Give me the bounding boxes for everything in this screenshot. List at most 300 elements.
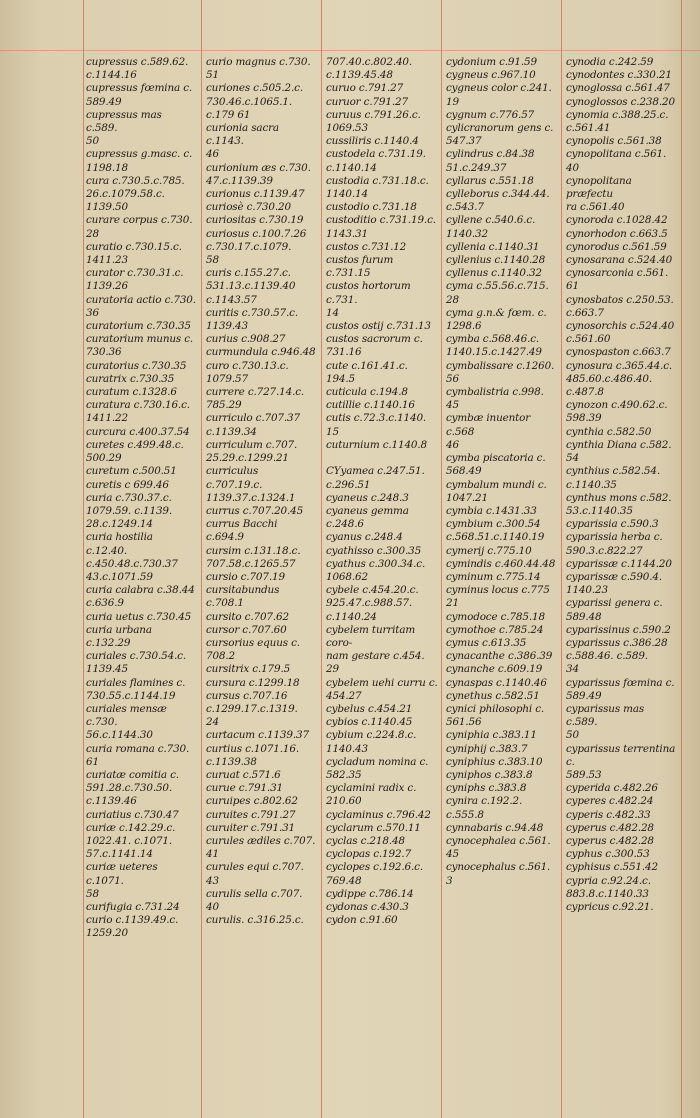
index-entry: 1079.59. c.1139.: [86, 504, 173, 517]
index-entry: cynosorchis c.524.40: [566, 320, 675, 333]
index-entry: cynoroda c.1028.42: [566, 214, 668, 227]
index-entry: curator c.730.31.c.: [86, 267, 184, 280]
index-entry: curitis c.730.57.c.: [206, 306, 298, 319]
index-entry: cybios c.1140.45: [326, 716, 413, 729]
index-entry: curia hostilia c.12.40.: [86, 531, 153, 557]
index-entry: curo c.730.13.c.: [206, 359, 289, 372]
index-entry: cupressus c.589.62.: [86, 56, 189, 68]
index-entry: cynopolis c.561.38: [566, 135, 662, 148]
index-entry: 210.60: [326, 795, 362, 808]
index-entry: 707.58.c.1265.57: [206, 557, 296, 570]
index-entry: curuipes c.802.62: [206, 795, 298, 808]
index-entry: cynorodus c.561.59: [566, 240, 667, 253]
index-entry: curcura c.400.37.54: [86, 425, 190, 438]
index-entry: 883.8.c.1140.33: [566, 887, 649, 900]
index-entry: curuites c.791.27: [206, 808, 296, 821]
index-entry: 61: [566, 280, 579, 293]
index-entry: 56.c.1144.30: [86, 729, 153, 742]
index-entry: cyparissæ c.590.4.: [566, 570, 663, 583]
index-entry: cyllenius c.1140.28: [446, 254, 546, 267]
index-entry: cyathisso c.300.35: [326, 544, 422, 557]
index-entry: curulis sella c.707.: [206, 887, 303, 900]
index-entry: cyniphius c.383.10: [446, 755, 543, 768]
index-entry: c.568.51.c.1140.19: [446, 531, 545, 544]
index-entry: cyparissi genera c.: [566, 597, 663, 610]
index-entry: 1140.32: [446, 227, 488, 240]
index-entry: cylicranorum gens c.: [446, 122, 554, 135]
index-entry: curatum c.1328.6: [86, 386, 177, 399]
index-entry: 53.c.1140.35: [566, 504, 633, 517]
index-entry: cursio c.707.19: [206, 570, 285, 583]
index-entry: 58: [86, 887, 99, 900]
index-entry: cura c.730.5.c.785.: [86, 174, 185, 187]
index-entry: 45: [446, 399, 459, 412]
index-entry: cyniphos c.383.8: [446, 768, 533, 781]
index-entry: curia uetus c.730.45: [86, 610, 192, 623]
index-entry: cypria c.92.24.c.: [566, 874, 651, 887]
index-entry: 28: [446, 293, 459, 306]
index-entry: c.1139.46: [86, 795, 137, 808]
index-entry: 1069.53: [326, 122, 368, 135]
index-entry: curue c.791.31: [206, 782, 284, 795]
index-entry: cutillie c.1140.16: [326, 399, 415, 412]
index-entry: curare corpus c.730.: [86, 214, 193, 227]
index-entry: c.561.41: [566, 122, 611, 135]
index-entry: curiales flamines c.: [86, 676, 186, 689]
index-entry: 28.c.1249.14: [86, 518, 153, 531]
index-entry: curiales c.730.54.c.: [86, 650, 187, 663]
index-entry: 925.47.c.988.57.: [326, 597, 413, 610]
index-entry: cyniphia c.383.11: [446, 729, 537, 742]
index-entry: cyparissus c.386.28: [566, 636, 668, 649]
index-entry: 731.16: [326, 346, 362, 359]
index-entry: cyathus c.300.34.c.: [326, 557, 426, 570]
index-entry: curia romana c.730.: [86, 742, 190, 755]
column-rule: [83, 0, 84, 1118]
index-entry: cyparissinus c.590.2: [566, 623, 671, 636]
index-entry: custos ostij c.731.13: [326, 320, 431, 333]
index-entry: 1140.14: [326, 188, 368, 201]
index-entry: cynoglossos c.238.20: [566, 95, 675, 108]
index-entry: cyperis c.482.33: [566, 808, 651, 821]
index-entry: 14: [326, 306, 339, 319]
index-entry: 582.35: [326, 768, 362, 781]
index-entry: cynodontes c.330.21: [566, 69, 672, 82]
index-entry: cursorius equus c.: [206, 636, 300, 649]
index-entry: cynopolitana c.561.: [566, 148, 667, 161]
index-entry: cynanche c.609.19: [446, 663, 543, 676]
index-entry: curuo c.791.27: [326, 82, 404, 95]
index-entry: c.1140.35: [566, 478, 617, 491]
index-entry: 1140.43: [326, 742, 368, 755]
index-entry: 57.c.1141.14: [86, 848, 153, 861]
index-entry: 1143.31: [326, 227, 368, 240]
index-entry: 50: [86, 135, 99, 148]
index-entry: 1139.45: [86, 663, 128, 676]
index-entry: custodia c.731.18.c.: [326, 174, 429, 187]
index-entry: curuor c.791.27: [326, 95, 408, 108]
index-entry: 568.49: [446, 465, 482, 478]
index-entry: cymba piscatoria c.: [446, 452, 546, 465]
index-entry: cynici philosophi c.: [446, 702, 545, 715]
index-entry: c.561.60: [566, 333, 611, 346]
index-entry: curionus c.1139.47: [206, 188, 305, 201]
index-entry: custos c.731.12: [326, 240, 407, 253]
index-entry: 500.29: [86, 452, 122, 465]
index-entry: curtacum c.1139.37: [206, 729, 309, 742]
index-entry: cymbalissare c.1260.: [446, 359, 555, 372]
index-entry: curiatæ comitia c.: [86, 768, 179, 781]
index-entry: cynethus c.582.51: [446, 689, 540, 702]
index-entry: c.1140.14: [326, 161, 377, 174]
index-entry: 1411.23: [86, 254, 128, 267]
index-entry: c.543.7: [446, 201, 484, 214]
index-entry: c.487.8: [566, 386, 604, 399]
index-entry: 785.29: [206, 399, 242, 412]
index-entry: 708.2: [206, 650, 235, 663]
index-entry: c.1299.17.c.1319.: [206, 702, 298, 715]
index-entry: custodela c.731.19.: [326, 148, 426, 161]
index-entry: curules ædiles c.707.: [206, 834, 316, 847]
index-entry: 1068.62: [326, 570, 368, 583]
index-entry: c.1144.16: [86, 69, 137, 82]
index-entry: 1139.50: [86, 201, 128, 214]
index-entry: 589.49: [86, 95, 122, 108]
index-entry: 28: [86, 227, 99, 240]
index-entry: 3: [446, 874, 453, 887]
index-entry: cymodoce c.785.18: [446, 610, 545, 623]
index-entry: curmundula c.946.48: [206, 346, 316, 359]
index-entry: ra c.561.40: [566, 201, 625, 214]
index-entry: curiosus c.100.7.26: [206, 227, 307, 240]
index-entry: cynoglossa c.561.47: [566, 82, 670, 95]
index-entry: 40: [566, 161, 579, 174]
index-entry: 1140.23: [566, 584, 608, 597]
index-entry: curia calabra c.38.44: [86, 584, 195, 597]
index-entry: 1198.18: [86, 161, 128, 174]
index-entry: curio magnus c.730.: [206, 56, 311, 68]
index-entry: curulis. c.316.25.c.: [206, 914, 304, 927]
index-entry: cynocephalus c.561.: [446, 861, 551, 874]
index-entry: currus Bacchi c.694.9: [206, 518, 278, 544]
index-entry: cyllenia c.1140.31: [446, 240, 540, 253]
column-rule: [441, 0, 442, 1118]
index-entry: 194.5: [326, 372, 355, 385]
index-entry: cuticula c.194.8: [326, 386, 408, 399]
index-entry: c.296.51: [326, 478, 371, 491]
index-entry: curtius c.1071.16.: [206, 742, 299, 755]
index-entry: 54: [566, 452, 579, 465]
index-entry: 24: [206, 716, 219, 729]
index-entry: cygneus c.967.10: [446, 69, 536, 82]
index-entry: curiæ c.142.29.c.: [86, 821, 176, 834]
column-rule: [321, 0, 322, 1118]
index-entry: curatura c.730.16.c.: [86, 399, 190, 412]
index-entry: cybele c.454.20.c.: [326, 584, 419, 597]
index-entry: 46: [446, 438, 459, 451]
index-entry: 15: [326, 425, 339, 438]
index-entry: cynnabaris c.94.48: [446, 821, 544, 834]
index-entry: cyclarum c.570.11: [326, 821, 421, 834]
index-entry: 26.c.1079.58.c.: [86, 188, 165, 201]
index-entry: cymerij c.775.10: [446, 544, 532, 557]
index-entry: cynocephalea c.561.: [446, 834, 551, 847]
index-entry: cynosarana c.524.40: [566, 254, 673, 267]
index-entry: cyparissus mas c.589.: [566, 702, 645, 729]
index-entry: curuat c.571.6: [206, 768, 281, 781]
index-entry: cygnum c.776.57: [446, 108, 535, 121]
index-entry: cynaspas c.1140.46: [446, 676, 547, 689]
index-entry: curriculus c.707.19.c.: [206, 465, 263, 491]
index-entry: c.450.48.c.730.37: [86, 557, 178, 570]
index-entry: cymba c.568.46.c.: [446, 333, 540, 346]
index-entry: 547.37: [446, 135, 482, 148]
index-entry: 1022.41. c.1071.: [86, 834, 173, 847]
index-entry: cydonas c.430.3: [326, 901, 409, 913]
index-entry: cursito c.707.62: [206, 610, 289, 623]
index-entry: cybelus c.454.21: [326, 702, 413, 715]
index-entry: cursitabundus c.708.1: [206, 584, 280, 610]
index-entry: cybium c.224.8.c.: [326, 729, 417, 742]
index-entry: nam gestare c.454.: [326, 650, 425, 663]
index-entry: cyperus c.482.28: [566, 834, 654, 847]
index-entry: cursor c.707.60: [206, 623, 287, 636]
index-entry: 40: [206, 901, 219, 913]
index-entry: cyparissæ c.1144.20: [566, 557, 672, 570]
index-entry: cynthia Diana c.582.: [566, 438, 672, 451]
index-entry: 561.56: [446, 716, 482, 729]
index-entry: 58: [206, 254, 219, 267]
index-entry: currus c.707.20.45: [206, 504, 304, 517]
index-entry: 598.39: [566, 412, 602, 425]
index-entry: cymindis c.460.44.48: [446, 557, 556, 570]
index-entry: 590.3.c.822.27: [566, 544, 643, 557]
index-entry: 61: [86, 755, 99, 768]
index-entry: 707.40.c.802.40.: [326, 56, 413, 68]
index-entry: custodio c.731.18: [326, 201, 417, 214]
index-entry: cypricus c.92.21.: [566, 901, 654, 913]
index-entry: cyanus c.248.4: [326, 531, 403, 544]
index-entry: c.1143.57: [206, 293, 257, 306]
index-entry: c.730.17.c.1079.: [206, 240, 292, 253]
index-entry: curatoria actio c.730.: [86, 293, 196, 306]
index-entry: curiosè c.730.20: [206, 201, 291, 214]
index-entry: custoditio c.731.19.c.: [326, 214, 436, 227]
index-entry: curules equi c.707.: [206, 861, 304, 874]
index-entry: cyparissus fœmina c.: [566, 676, 675, 689]
index-entry: 56: [446, 372, 459, 385]
index-entry: 531.13.c.1139.40: [206, 280, 296, 293]
index-entry: cygneus color c.241.: [446, 82, 552, 95]
index-entry: cyclopes c.192.6.c.: [326, 861, 423, 874]
index-entry: curiatius c.730.47: [86, 808, 179, 821]
index-entry: cyperus c.482.28: [566, 821, 654, 834]
index-entry: curatorium munus c.: [86, 333, 194, 346]
index-entry: curetes c.499.48.c.: [86, 438, 184, 451]
index-entry: curia c.730.37.c.: [86, 491, 172, 504]
index-entry: cyperes c.482.24: [566, 795, 654, 808]
index-entry: cynthus mons c.582.: [566, 491, 672, 504]
index-entry: c.588.46. c.589.: [566, 650, 648, 663]
index-entry: curis c.155.27.c.: [206, 267, 291, 280]
index-entry: cybelem turritam coro-: [326, 623, 416, 649]
index-entry: 36: [86, 306, 99, 319]
index-entry: curatrix c.730.35: [86, 372, 175, 385]
header-rule: [0, 50, 700, 51]
index-entry: cyphisus c.551.42: [566, 861, 658, 874]
index-entry: curuiter c.791.31: [206, 821, 296, 834]
index-entry: 46: [206, 148, 219, 161]
index-entry: cynorhodon c.663.5: [566, 227, 668, 240]
index-entry: cymbæ inuentor c.568: [446, 412, 531, 438]
index-entry: cyminum c.775.14: [446, 570, 541, 583]
index-entry: c.1139.45.48: [326, 69, 393, 82]
index-entry: cussiliris c.1140.4: [326, 135, 419, 148]
index-entry: cydonium c.91.59: [446, 56, 537, 68]
index-entry: cyparissus terrentina c.: [566, 742, 676, 768]
index-entry: cute c.161.41.c.: [326, 359, 408, 372]
index-entry: c.1140.24: [326, 610, 377, 623]
index-entry: cyparissia c.590.3: [566, 518, 659, 531]
index-entry: cybelem uehi curru c.: [326, 676, 438, 689]
index-entry: cyclamini radix c.: [326, 782, 417, 795]
index-entry: 730.46.c.1065.1.: [206, 95, 293, 108]
index-entry: 454.27: [326, 689, 362, 702]
index-entry: cursim c.131.18.c.: [206, 544, 301, 557]
index-entry: c.555.8: [446, 808, 484, 821]
index-entry: cyllenus c.1140.32: [446, 267, 542, 280]
index-entry: cynosarconia c.561.: [566, 267, 669, 280]
index-entry: 1411.22: [86, 412, 128, 425]
index-entry: 591.28.c.730.50.: [86, 782, 173, 795]
index-entry: cyclas c.218.48: [326, 834, 405, 847]
index-entry: curionia sacra c.1143.: [206, 122, 279, 148]
index-entry: cyma g.n.& fœm. c.: [446, 306, 547, 319]
index-entry: curio c.1139.49.c.: [86, 914, 179, 927]
index-column-3: [326, 56, 438, 927]
index-entry: c.179 61: [206, 108, 251, 121]
index-entry: 730.36: [86, 346, 122, 359]
index-entry: 43: [206, 874, 219, 887]
index-entry: cynodia c.242.59: [566, 56, 654, 68]
index-entry: 589.49: [566, 689, 602, 702]
index-entry: cyllene c.540.6.c.: [446, 214, 536, 227]
index-entry: curetum c.500.51: [86, 465, 177, 478]
index-column-5: [566, 56, 676, 914]
index-entry: cynospaston c.663.7: [566, 346, 671, 359]
index-entry: cupressus g.masc. c.: [86, 148, 193, 161]
index-entry: cyllarus c.551.18: [446, 174, 534, 187]
index-entry: cycladum nomina c.: [326, 755, 429, 768]
index-entry: curiæ ueteres c.1071.: [86, 861, 158, 887]
index-entry: 51: [206, 69, 219, 82]
index-entry: curatio c.730.15.c.: [86, 240, 182, 253]
index-entry: cynthia c.582.50: [566, 425, 652, 438]
index-entry: cydon c.91.60: [326, 914, 398, 927]
index-entry: curatorium c.730.35: [86, 320, 191, 333]
index-entry: cymbalistria c.998.: [446, 386, 544, 399]
index-entry: 1139.26: [86, 280, 128, 293]
index-entry: c.1139.34: [206, 425, 257, 438]
index-entry: 50: [566, 729, 579, 742]
index-entry: cyperida c.482.26: [566, 782, 658, 795]
index-entry: 589.53: [566, 768, 602, 781]
index-entry: custos hortorum c.731.: [326, 280, 411, 306]
index-entry: curiositas c.730.19: [206, 214, 304, 227]
index-entry: custos furum c.731.15: [326, 254, 394, 280]
index-entry: 1140.15.c.1427.49: [446, 346, 542, 359]
index-entry: c.636.9: [86, 597, 124, 610]
index-entry: cylleborus c.344.44.: [446, 188, 550, 201]
index-entry: cymus c.613.35: [446, 636, 527, 649]
index-entry: 1079.57: [206, 372, 248, 385]
index-entry: c.1139.38: [206, 755, 257, 768]
index-entry: custos sacrorum c.: [326, 333, 423, 346]
index-entry: cursus c.707.16: [206, 689, 288, 702]
index-entry: curatorius c.730.35: [86, 359, 187, 372]
index-entry: curiales mensæ c.730.: [86, 702, 167, 729]
index-entry: cupressus mas c.589.: [86, 108, 162, 135]
index-entry: curiones c.505.2.c.: [206, 82, 303, 95]
index-entry: c.663.7: [566, 306, 604, 319]
index-column-2: [206, 56, 316, 927]
index-entry: cynacanthe c.386.39: [446, 650, 553, 663]
index-entry: 51.c.249.37: [446, 161, 507, 174]
index-entry: 1139.43: [206, 320, 248, 333]
index-entry: cutis c.72.3.c.1140.: [326, 412, 427, 425]
index-entry: curia urbana c.132.29: [86, 623, 152, 649]
index-entry: 1047.21: [446, 491, 488, 504]
index-entry: 45: [446, 848, 459, 861]
index-entry: 1139.37.c.1324.1: [206, 491, 296, 504]
index-entry: cylindrus c.84.38: [446, 148, 535, 161]
index-entry: 43.c.1071.59: [86, 570, 153, 583]
index-column-4: [446, 56, 556, 888]
index-entry: cynira c.192.2.: [446, 795, 523, 808]
index-entry: cymbalum mundi c.: [446, 478, 547, 491]
column-rule: [681, 0, 682, 1118]
index-entry: cymbium c.300.54: [446, 518, 541, 531]
index-entry: curifugia c.731.24: [86, 901, 180, 913]
index-entry: cydippe c.786.14: [326, 887, 414, 900]
index-entry: cyma c.55.56.c.715.: [446, 280, 549, 293]
index-entry: cyaneus c.248.3: [326, 491, 409, 504]
index-entry: 769.48: [326, 874, 362, 887]
index-entry: 29: [326, 663, 339, 676]
index-entry: cyaneus gemma c.248.6: [326, 504, 409, 531]
index-entry: curetis c 699.46: [86, 478, 169, 491]
index-entry: cynomia c.388.25.c.: [566, 108, 669, 121]
index-entry: cyniphij c.383.7: [446, 742, 528, 755]
index-entry: cyniphs c.383.8: [446, 782, 527, 795]
index-entry: cymothoe c.785.24: [446, 623, 544, 636]
index-entry: curionium æs c.730.: [206, 161, 311, 174]
index-entry: curius c.908.27: [206, 333, 286, 346]
index-entry: cuturnium c.1140.8: [326, 438, 427, 451]
index-entry: cymbia c.1431.33: [446, 504, 537, 517]
index-column-1: [86, 56, 196, 941]
index-entry: 21: [446, 597, 459, 610]
index-entry: 19: [446, 95, 459, 108]
column-rule: [201, 0, 202, 1118]
index-entry: 25.29.c.1299.21: [206, 452, 289, 465]
index-entry: cyclopas c.192.7: [326, 848, 412, 861]
index-entry: cynozon c.490.62.c.: [566, 399, 668, 412]
index-entry: 1259.20: [86, 927, 128, 940]
index-entry: cursura c.1299.18: [206, 676, 300, 689]
index-entry: cyphus c.300.53: [566, 848, 650, 861]
index-entry: cynosbatos c.250.53.: [566, 293, 674, 306]
